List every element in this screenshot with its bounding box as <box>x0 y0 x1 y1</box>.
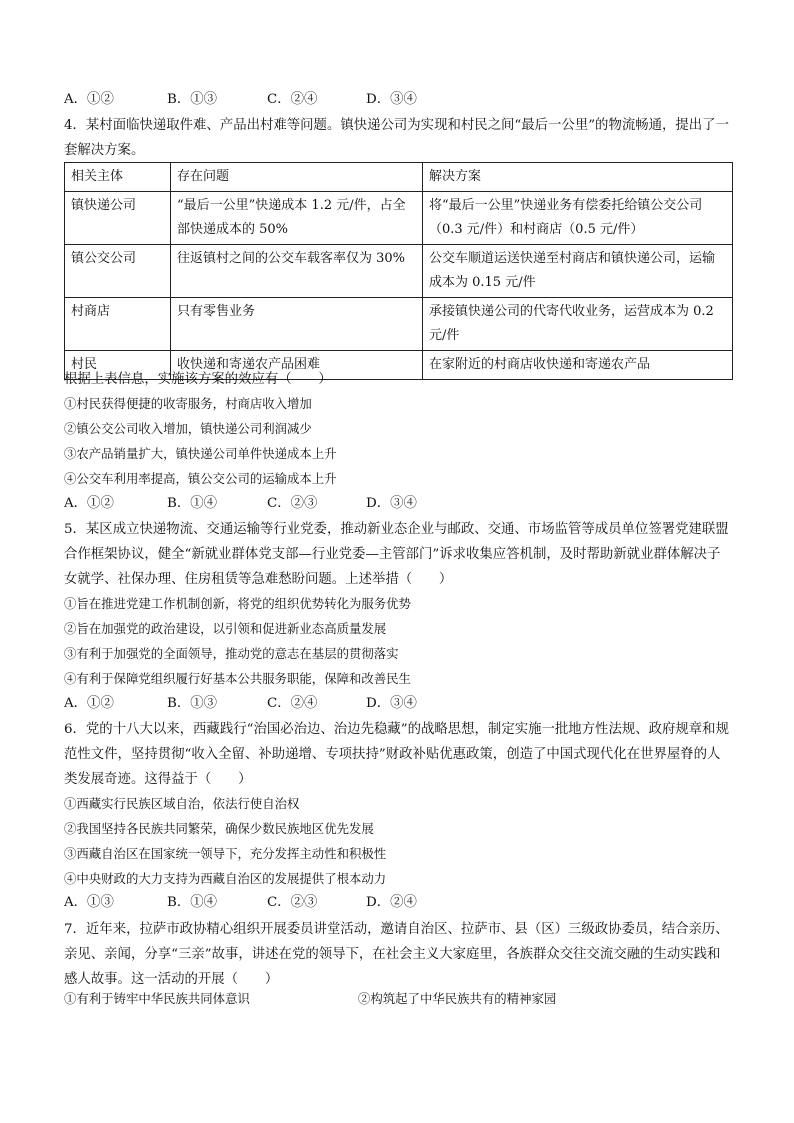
q5-choice-d[interactable]: D．③④ <box>366 696 417 711</box>
q4-choice-b[interactable]: B．①④ <box>167 496 218 511</box>
q6-choice-a[interactable]: A．①③ <box>64 895 114 910</box>
table-cell: 收快递和寄递农产品困难 <box>171 351 423 380</box>
table-row <box>65 298 733 351</box>
table-header-cell: 存在问题 <box>171 163 423 192</box>
table-cell: “最后一公里”快递成本 1.2 元/件，占全部快递成本的 50% <box>171 192 423 245</box>
q7-option-1: ①有利于铸牢中华民族共同体意识 <box>64 991 250 1006</box>
q4-option-1: ①村民获得便捷的收寄服务，村商店收入增加 <box>64 396 312 411</box>
q5-option-2: ②旨在加强党的政治建设，以引领和促进新业态高质量发展 <box>64 621 387 636</box>
q4-prompt: 根据上表信息，实施该方案的效应有（ ） <box>64 372 332 387</box>
q4-stem: 4．某村面临快递取件难、产品出村难等问题。镇快递公司为实现和村民之间“最后一公里”的物流畅通，提出了一套解决方案。 <box>64 118 729 158</box>
q4-choice-a[interactable]: A．①② <box>64 496 114 511</box>
q6-option-1: ①西藏实行民族区域自治，依法行使自治权 <box>64 796 300 811</box>
q7-stem: 7．近年来，拉萨市政协精心组织开展委员讲堂活动，邀请自治区、拉萨市、县（区）三级政协委员，结合亲历、亲见、亲闻，分享“三亲”故事，讲述在党的领导下，在社会主义大家庭里，各族群众交往交流交融的生动实践和感人故事。这一活动的开展（ ） <box>64 922 729 987</box>
q3-choice-b[interactable]: B．①③ <box>167 92 218 107</box>
q5-option-1: ①旨在推进党建工作机制创新，将党的组织优势转化为服务优势 <box>64 596 411 611</box>
q4-option-2: ②镇公交公司收入增加，镇快递公司利润减少 <box>64 421 312 436</box>
table-row <box>65 192 733 245</box>
q3-choice-a[interactable]: A．①② <box>64 92 114 107</box>
q5-option-4: ④有利于保障党组织履行好基本公共服务职能，保障和改善民生 <box>64 671 411 686</box>
q4-table <box>64 162 733 380</box>
table-cell: 村民 <box>65 351 171 380</box>
q4-option-3: ③农产品销量扩大，镇快递公司单件快递成本上升 <box>64 446 337 461</box>
table-cell: 承接镇快递公司的代寄代收业务，运营成本为 0.2 元/件 <box>423 298 733 351</box>
table-cell: 镇公交公司 <box>65 245 171 298</box>
q6-option-4: ④中央财政的大力支持为西藏自治区的发展提供了根本动力 <box>64 871 387 886</box>
q5-choice-c[interactable]: C．②④ <box>267 696 318 711</box>
q6-choice-d[interactable]: D．②④ <box>366 895 417 910</box>
q3-choice-d[interactable]: D．③④ <box>366 92 417 107</box>
table-cell: 在家附近的村商店收快递和寄递农产品 <box>423 351 733 380</box>
table-row <box>65 245 733 298</box>
table-header-cell: 相关主体 <box>65 163 171 192</box>
q7-option-2: ②构筑起了中华民族共有的精神家园 <box>358 991 557 1006</box>
table-cell: 只有零售业务 <box>171 298 423 351</box>
q3-choice-c[interactable]: C．②④ <box>267 92 318 107</box>
q5-choice-b[interactable]: B．①③ <box>167 696 218 711</box>
q6-stem: 6．党的十八大以来，西藏践行“治国必治边、治边先稳藏”的战略思想，制定实施一批地方性法规、政府规章和规范性文件，坚持贯彻“收入全留、补助递增、专项扶持”财政补贴优惠政策，创造了中国式现代化在世界屋脊的人类发展奇迹。这得益于（ ） <box>64 722 729 787</box>
table-cell: 村商店 <box>65 298 171 351</box>
table-header-row <box>65 163 733 192</box>
table-cell: 将“最后一公里”快递业务有偿委托给镇公交公司（0.3 元/件）和村商店（0.5 元/件） <box>423 192 733 245</box>
q6-choice-b[interactable]: B．①④ <box>167 895 218 910</box>
q5-option-3: ③有利于加强党的全面领导，推动党的意志在基层的贯彻落实 <box>64 646 399 661</box>
q5-choice-a[interactable]: A．①② <box>64 696 114 711</box>
q6-option-3: ③西藏自治区在国家统一领导下，充分发挥主动性和积极性 <box>64 846 387 861</box>
q4-choice-d[interactable]: D．③④ <box>366 496 417 511</box>
q5-stem: 5．某区成立快递物流、交通运输等行业党委，推动新业态企业与邮政、交通、市场监管等成员单位签署党建联盟合作框架协议，健全“新就业群体党支部—行业党委—主管部门”诉求收集应答机制，及时帮助新就业群体解决子女就学、社保办理、住房租赁等急难愁盼问题。上述举措（ ） <box>64 522 729 587</box>
table-header-cell: 解决方案 <box>423 163 733 192</box>
q6-choice-c[interactable]: C．②③ <box>267 895 318 910</box>
table-cell: 公交车顺道运送快递至村商店和镇快递公司，运输成本为 0.15 元/件 <box>423 245 733 298</box>
q4-option-4: ④公交车利用率提高，镇公交公司的运输成本上升 <box>64 471 337 486</box>
table-cell: 镇快递公司 <box>65 192 171 245</box>
table-cell: 往返镇村之间的公交车载客率仅为 30% <box>171 245 423 298</box>
q6-option-2: ②我国坚持各民族共同繁荣，确保少数民族地区优先发展 <box>64 821 374 836</box>
q4-choice-c[interactable]: C．②③ <box>267 496 318 511</box>
